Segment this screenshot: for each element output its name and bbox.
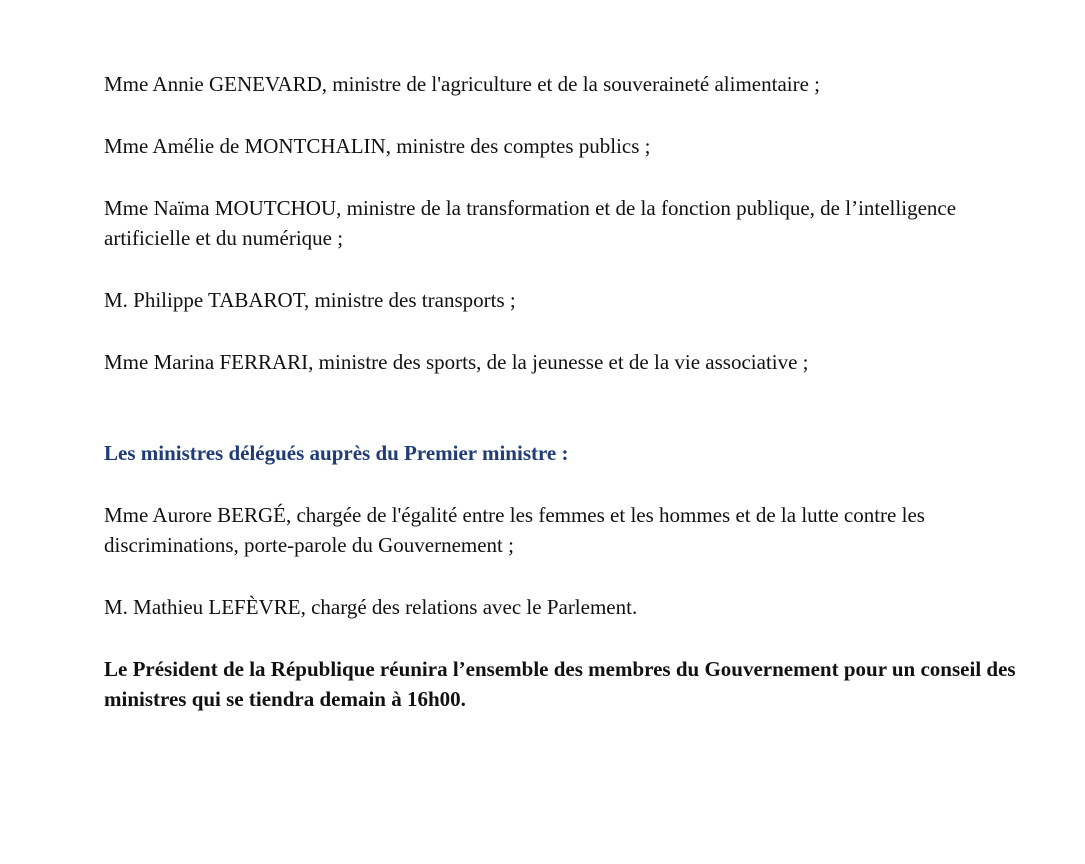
delegate-entry-berge: Mme Aurore BERGÉ, chargée de l'égalité entre les femmes et les hommes et de la lutte contre les discriminations, porte-parole du Gouvernement ; <box>104 503 925 557</box>
document-body <box>104 69 1039 714</box>
closing-statement: Le Président de la République réunira l’ensemble des membres du Gouvernement pour un conseil des ministres qui se tiendra demain à 16h00. <box>104 657 1016 711</box>
minister-entry-moutchou: Mme Naïma MOUTCHOU, ministre de la transformation et de la fonction publique, de l’intelligence artificielle et du numérique ; <box>104 196 957 250</box>
minister-entry-genevard: Mme Annie GENEVARD, ministre de l'agriculture et de la souveraineté alimentaire ; <box>104 72 821 96</box>
delegate-entry-lefevre: M. Mathieu LEFÈVRE, chargé des relations avec le Parlement. <box>104 595 638 619</box>
delegates-heading: Les ministres délégués auprès du Premier ministre : <box>104 441 569 465</box>
minister-entry-ferrari: Mme Marina FERRARI, ministre des sports, de la jeunesse et de la vie associative ; <box>104 350 809 374</box>
minister-entry-montchalin: Mme Amélie de MONTCHALIN, ministre des comptes publics ; <box>104 134 651 158</box>
minister-entry-tabarot: M. Philippe TABAROT, ministre des transports ; <box>104 288 516 312</box>
